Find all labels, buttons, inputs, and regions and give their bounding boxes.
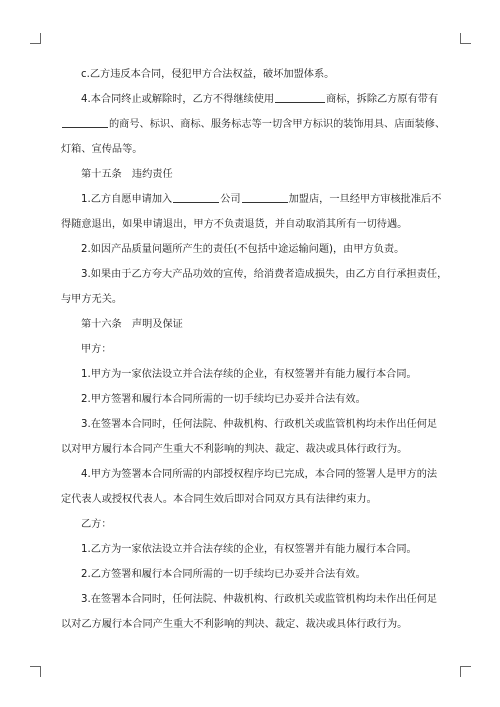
party-b-item-1: 1.乙方为一家依法设立并合法存续的企业，有权签署并有能力履行本合同。 [81,544,417,555]
clause-15-heading: 第十五条 违约责任 [81,169,173,180]
party-a-label: 甲方： [81,344,112,355]
clause-15-item-1-line1: 1.乙方自愿申请加入 公司 加盟店，一旦经甲方审核批准后不 [61,187,441,212]
party-b-item-2: 2.乙方签署和履行本合同所需的一切手续均已办妥并合法有效。 [81,569,366,580]
party-a-item-1: 1.甲方为一家依法设立并合法存续的企业，有权签署并有能力履行本合同。 [81,369,417,380]
fill-blank-trademark [275,91,325,103]
party-a-item-3-line2: 以对甲方履行本合同产生重大不利影响的判决、裁定、裁决或具体行政行为。 [61,444,408,455]
party-a-item-3-line1: 3.在签署本合同时，任何法院、仲裁机构、行政机关或监管机构均未作出任何足 [81,419,438,430]
clause-14-item-4-line1: 4.本合同终止或解除时，乙方不得继续使用 商标，拆除乙方原有带有 [61,87,441,112]
party-b-label: 乙方： [81,519,112,530]
crop-mark-top-right [460,33,471,44]
clause-14-item-4-line3: 灯箱、宣传品等。 [61,144,143,155]
fill-blank-company [173,191,219,203]
clause-14-item-4-line2: 的商号、标识、商标、服务标志等一切含甲方标识的装饰用具、店面装修、 [61,112,441,137]
clause-14-item-c: c.乙方违反本合同，侵犯甲方合法权益，破坏加盟体系。 [81,69,335,80]
party-a-item-4-line1: 4.甲方为签署本合同所需的内部授权程序均已完成，本合同的签署人是甲方的法 [81,469,438,480]
party-a-item-2: 2.甲方签署和履行本合同所需的一切手续均已办妥并合法有效。 [81,394,366,405]
party-b-item-3-line1: 3.在签署本合同时，任何法院、仲裁机构、行政机关或监管机构均未作出任何足 [81,594,438,605]
clause-15-item-1-line2: 得随意退出，如果申请退出，甲方不负责退货，并自动取消其所有一切待遇。 [61,219,408,230]
crop-mark-bottom-right [460,666,471,677]
clause-15-item-3-line2: 与甲方无关。 [61,294,123,305]
clause-15-item-2: 2.如因产品质量问题所产生的责任(不包括中途运输问题)，由甲方负责。 [81,244,405,255]
crop-mark-bottom-left [30,666,41,677]
clause-16-heading: 第十六条 声明及保证 [81,319,183,330]
document-body [61,62,448,637]
fill-blank-trade-name [62,116,108,128]
crop-mark-top-left [30,33,41,44]
party-a-item-4-line2: 定代表人或授权代表人。本合同生效后即对合同双方具有法律约束力。 [61,494,377,505]
clause-15-item-3-line1: 3.如果由于乙方夸大产品功效的宣传，给消费者造成损失，由乙方自行承担责任， [81,269,448,280]
party-b-item-3-line2: 以对乙方履行本合同产生重大不利影响的判决、裁定、裁决或具体行政行为。 [61,619,408,630]
fill-blank-store [242,191,288,203]
